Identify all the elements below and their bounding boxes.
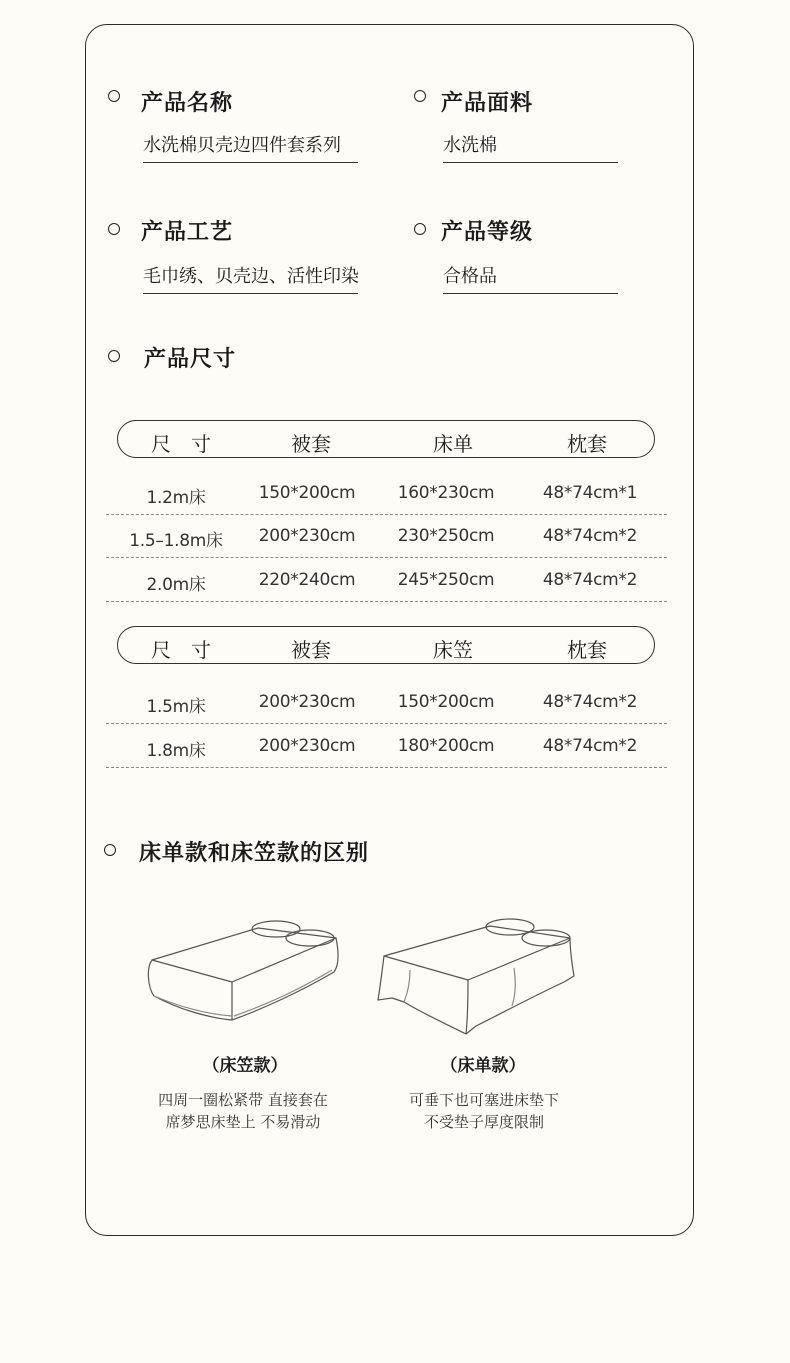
table-row: [106, 724, 667, 768]
table2-header-fitted: 床笠: [433, 638, 473, 662]
table1-header-size: 尺 寸: [151, 432, 211, 456]
table-cell: 245*250cm: [397, 570, 495, 590]
fitted-sheet-caption: （床笠款）: [202, 1056, 288, 1076]
fitted-sheet-desc-line2: 席梦思床垫上 不易滑动: [165, 1113, 321, 1131]
table-cell: 230*250cm: [397, 526, 495, 546]
bullet-circle-icon: [108, 223, 120, 235]
bullet-circle-icon: [414, 90, 426, 102]
table-cell: 200*230cm: [258, 526, 356, 546]
table1-header: [117, 420, 655, 458]
bullet-circle-icon: [414, 223, 426, 235]
flat-sheet-bed-icon: [374, 910, 584, 1040]
table-cell: 150*200cm: [258, 483, 356, 503]
table1-header-sheet: 床单: [433, 432, 473, 456]
table-cell: 1.2m床: [146, 488, 206, 508]
table-cell: 150*200cm: [397, 692, 495, 712]
product-craft-value: 毛巾绣、贝壳边、活性印染: [143, 262, 358, 294]
table-cell: 48*74cm*2: [542, 570, 638, 590]
product-craft-label: 产品工艺: [141, 220, 234, 245]
product-grade-label: 产品等级: [441, 220, 534, 245]
bullet-circle-icon: [104, 844, 116, 856]
table-cell: 200*230cm: [258, 692, 356, 712]
product-grade-value: 合格品: [443, 262, 618, 294]
table-row: [106, 680, 667, 724]
fitted-sheet-desc-line1: 四周一圈松紧带 直接套在: [158, 1091, 328, 1109]
table1-header-pillow: 枕套: [567, 432, 607, 456]
fitted-sheet-bed-icon: [140, 910, 350, 1030]
table1-header-duvet: 被套: [291, 432, 331, 456]
table-row: [106, 558, 667, 602]
table-row: [106, 514, 667, 558]
flat-sheet-desc-line2: 不受垫子厚度限制: [423, 1113, 545, 1131]
table2-header: [117, 626, 655, 664]
table-cell: 1.5–1.8m床: [129, 531, 223, 551]
table-row: [106, 471, 667, 515]
table2-header-size: 尺 寸: [151, 638, 211, 662]
flat-sheet-desc-line1: 可垂下也可塞进床垫下: [408, 1091, 560, 1109]
table-cell: 48*74cm*2: [542, 736, 638, 756]
table-cell: 48*74cm*2: [542, 526, 638, 546]
table-cell: 160*230cm: [397, 483, 495, 503]
table-cell: 1.5m床: [146, 697, 206, 717]
difference-section-title: 床单款和床笠款的区别: [139, 841, 370, 866]
table-cell: 220*240cm: [258, 570, 356, 590]
table-cell: 200*230cm: [258, 736, 356, 756]
table-cell: 1.8m床: [146, 741, 206, 761]
product-name-label: 产品名称: [141, 91, 234, 116]
product-fabric-label: 产品面料: [441, 91, 534, 116]
table2-header-duvet: 被套: [291, 638, 331, 662]
table-cell: 2.0m床: [146, 575, 206, 595]
product-fabric-value: 水洗棉: [443, 131, 618, 163]
bullet-circle-icon: [108, 90, 120, 102]
bullet-circle-icon: [108, 350, 120, 362]
table-cell: 48*74cm*2: [542, 692, 638, 712]
size-section-title: 产品尺寸: [144, 347, 237, 372]
table2-header-pillow: 枕套: [567, 638, 607, 662]
table-cell: 48*74cm*1: [542, 483, 638, 503]
table-cell: 180*200cm: [397, 736, 495, 756]
flat-sheet-caption: （床单款）: [440, 1056, 526, 1076]
product-name-value: 水洗棉贝壳边四件套系列: [143, 131, 358, 163]
